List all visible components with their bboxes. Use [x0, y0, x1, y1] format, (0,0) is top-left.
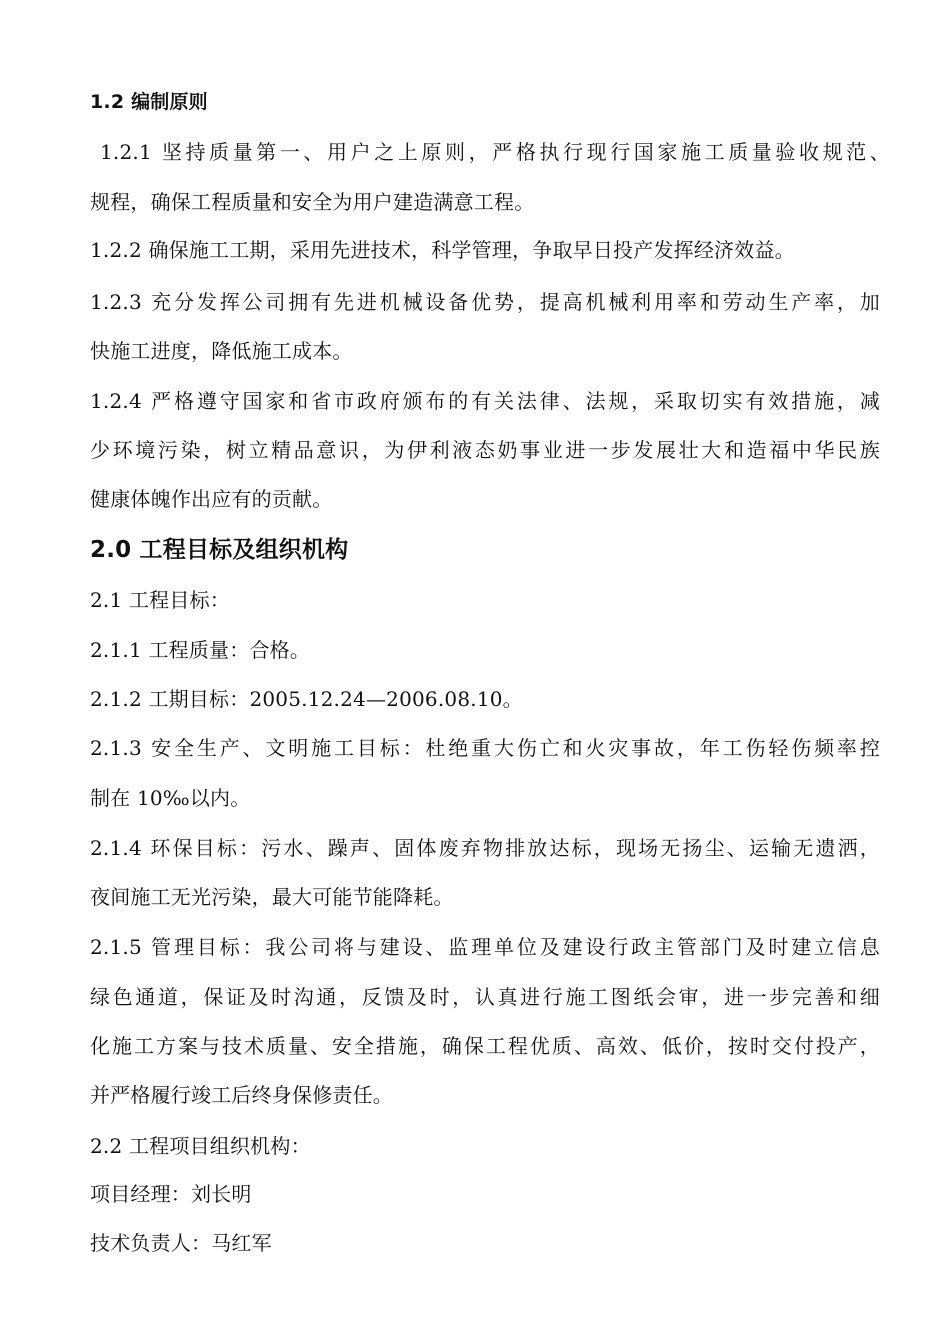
item-2-1-5-line-2: 绿色通道，保证及时沟通，反馈及时，认真进行施工图纸会审，进一步完善和细 — [90, 985, 880, 1009]
item-2-1-3-line-2: 制在 10‰以内。 — [90, 786, 251, 810]
paragraph-1-2-3-line-2: 快施工进度，降低施工成本。 — [90, 339, 353, 363]
paragraph-1-2-2: 1.2.2 确保施工工期，采用先进技术，科学管理，争取早日投产发挥经济效益。 — [90, 238, 795, 262]
item-2-1-4-line-2: 夜间施工无光污染，最大可能节能降耗。 — [90, 885, 454, 909]
paragraph-1-2-4-line-3: 健康体魄作出应有的贡献。 — [90, 487, 333, 511]
paragraph-1-2-3-line-1: 1.2.3 充分发挥公司拥有先进机械设备优势，提高机械利用率和劳动生产率，加 — [90, 290, 880, 314]
item-2-1-3-line-1: 2.1.3 安全生产、文明施工目标：杜绝重大伤亡和火灾事故，年工伤轻伤频率控 — [90, 736, 880, 760]
heading-2-0: 2.0 工程目标及组织机构 — [90, 537, 349, 563]
item-2-1-4-line-1: 2.1.4 环保目标：污水、躁声、固体废弃物排放达标，现场无扬尘、运输无遗洒， — [90, 836, 880, 860]
item-2-1-5-line-3: 化施工方案与技术质量、安全措施，确保工程优质、高效、低价，按时交付投产， — [90, 1034, 880, 1058]
item-2-1-5-line-1: 2.1.5 管理目标：我公司将与建设、监理单位及建设行政主管部门及时建立信息 — [90, 935, 880, 959]
heading-1-2: 1.2 编制原则 — [90, 91, 208, 113]
item-2-1-5-line-4: 并严格履行竣工后终身保修责任。 — [90, 1083, 393, 1107]
paragraph-1-2-4-line-1: 1.2.4 严格遵守国家和省市政府颁布的有关法律、法规，采取切实有效措施，减 — [90, 389, 880, 413]
item-2-1-1: 2.1.1 工程质量：合格。 — [90, 638, 311, 662]
project-manager: 项目经理：刘长明 — [90, 1182, 252, 1206]
paragraph-1-2-1-line-2: 规程，确保工程质量和安全为用户建造满意工程。 — [90, 190, 535, 214]
paragraph-1-2-1-line-1: 1.2.1 坚持质量第一、用户之上原则，严格执行现行国家施工质量验收规范、 — [100, 140, 890, 164]
heading-2-1: 2.1 工程目标： — [90, 588, 230, 612]
item-2-1-2: 2.1.2 工期目标：2005.12.24—2006.08.10。 — [90, 687, 523, 711]
technical-lead: 技术负责人：马红军 — [90, 1231, 272, 1255]
heading-2-2: 2.2 工程项目组织机构： — [90, 1134, 311, 1158]
paragraph-1-2-4-line-2: 少环境污染，树立精品意识，为伊利液态奶事业进一步发展壮大和造福中华民族 — [90, 438, 880, 462]
